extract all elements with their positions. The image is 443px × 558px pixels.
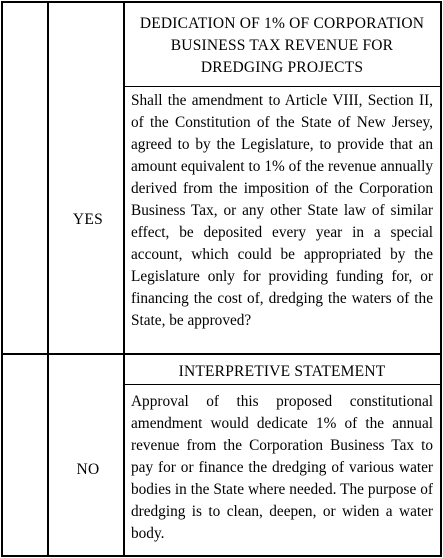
title-rule bbox=[125, 86, 440, 87]
vote-no-label: NO bbox=[76, 461, 100, 478]
interpretive-title: INTERPRETIVE STATEMENT bbox=[178, 363, 386, 380]
column-divider-left bbox=[47, 3, 49, 555]
question-title-line: BUSINESS TAX REVENUE FOR bbox=[170, 37, 394, 54]
question-text: Shall the amendment to Article VIII, Section II, of the Constitution of the State of New Jersey, agreed to by the Legislature, to provide that an amount equivalent to 1% of the revenue annually derived from the imposition of the Corporation Business Tax, or any other State law of similar effect, be deposited every year in a special account, which could be appropriated by the Legislature only for providing funding for, or financing the cost of, dredging the waters of the State, be approved? bbox=[131, 92, 433, 329]
ballot-question-table bbox=[1, 1, 442, 557]
row-divider bbox=[3, 353, 440, 355]
vote-yes-label: YES bbox=[72, 211, 104, 228]
question-title bbox=[127, 13, 437, 79]
interpretive-text: Approval of this proposed constitutional amendment would dedicate 1% of the annual revenue from the Corporation Business Tax to pay for or finance the dredging of various water bodies in the State where needed. The purpose of dredging is to clean, deepen, or widen a water body. bbox=[131, 393, 433, 542]
question-title-line: DEDICATION OF 1% OF CORPORATION bbox=[139, 15, 425, 32]
question-title-line: DREDGING PROJECTS bbox=[200, 59, 364, 76]
interpretive-title-rule bbox=[125, 384, 440, 385]
